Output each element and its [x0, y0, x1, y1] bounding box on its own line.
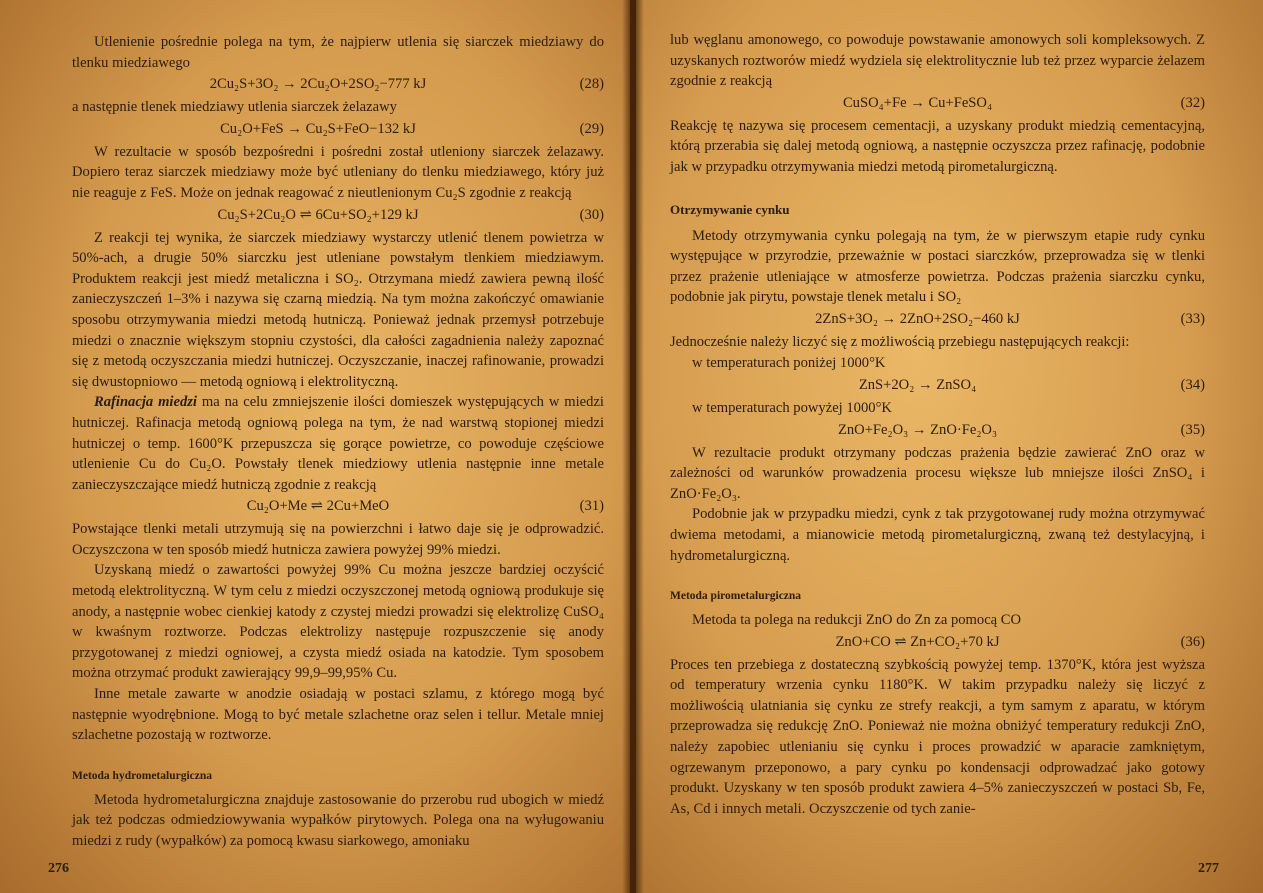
equation-number: (29) — [579, 120, 604, 137]
equation-formula: CuSO₄+Fe → Cu+FeSO₄ — [842, 94, 993, 111]
paragraph-text: ma na celu zmniejszenie ilości domieszek występujących w miedzi hutniczej. Rafinacja metodą ogniową polega na tym, że nad warstwą stopionej miedzi hutniczej o temp. 1600°K przepuszcza się gorące powietrze, co powoduje częściowe utlenienie Cu do Cu₂O. Powstały tlenek miedziowy utlenia następnie inne metale zanieczyszczające miedź hutniczą zgodnie z reakcją — [72, 394, 604, 493]
section-heading: Otrzymywanie cynku — [670, 201, 790, 217]
equation-number: (35) — [1180, 421, 1205, 438]
equation-number: (31) — [579, 498, 604, 515]
equation-36 — [670, 632, 1205, 653]
book-gutter — [622, 0, 644, 893]
paragraph: Metoda hydrometalurgiczna znajduje zastosowanie do przerobu rud ubogich w miedź jak też podczas odmiedziowywania wypałków pirytowych. Polega ona na wyługowaniu miedzi z rudy (wypałków) za pomocą kwasu siarkowego, amoniaku — [72, 791, 604, 849]
equation-33 — [670, 309, 1205, 330]
left-page — [0, 0, 630, 893]
equation-number: (36) — [1180, 633, 1205, 650]
paragraph: Jednocześnie należy liczyć się z możliwością przebiegu następujących reakcji: — [670, 333, 1130, 350]
paragraph: Utlenienie pośrednie polega na tym, że najpierw utlenia się siarczek miedziawy do tlenku miedziawego — [72, 34, 604, 71]
paragraph: Reakcję tę nazywa się procesem cementacji, a uzyskany produkt miedzią cementacyjną, którą przerabia się dalej metodą ogniową, a następnie oczyszcza przez rafinację, podobnie jak w przypadku otrzymywania miedzi metodą pirometalurgiczną. — [670, 117, 1205, 175]
paragraph: Powstające tlenki metali utrzymują się na powierzchni i łatwo daje się je odprowadzić. Oczyszczona w ten sposób miedź hutnicza zawiera powyżej 99% miedzi. — [72, 521, 604, 558]
condition-line: w temperaturach poniżej 1000°K — [692, 354, 886, 371]
equation-32 — [670, 93, 1205, 114]
paragraph: lub węglanu amonowego, co powoduje powstawanie amonowych soli kompleksowych. Z uzyskanych roztworów miedź wydziela się elektrolitycznie lub też przez wyparcie żelazem zgodnie z reakcją — [670, 32, 1205, 90]
section-heading: Metoda hydrometalurgiczna — [72, 769, 213, 782]
equation-formula: ZnO+CO ⇌ Zn+CO₂+70 kJ — [835, 633, 1000, 650]
equation-number: (30) — [579, 206, 604, 223]
equation-number: (33) — [1180, 310, 1205, 327]
paragraph: Podobnie jak w przypadku miedzi, cynk z tak przygotowanej rudy można otrzymywać dwiema metodami, a mianowicie metodą pirometalurgiczną, zwaną też destylacyjną, i hydrometalurgiczną. — [670, 506, 1205, 564]
equation-formula: Cu₂S+2Cu₂O ⇌ 6Cu+SO₂+129 kJ — [217, 206, 419, 223]
equation-35 — [670, 420, 1205, 441]
equation-number: (34) — [1180, 376, 1205, 393]
equation-formula: ZnS+2O₂ → ZnSO₄ — [858, 376, 977, 393]
paragraph — [72, 392, 604, 495]
page-number: 276 — [48, 861, 69, 876]
equation-formula: 2Cu₂S+3O₂ → 2Cu₂O+2SO₂−777 kJ — [209, 76, 427, 93]
emphasis-term: Rafinacja miedzi — [94, 394, 197, 411]
page-number: 277 — [1198, 861, 1219, 876]
paragraph: a następnie tlenek miedziawy utlenia siarczek żelazawy — [72, 99, 397, 116]
paragraph: Proces ten przebiega z dostateczną szybkością powyżej temp. 1370°K, która jest wyższa od temperatury wrzenia cynku 1180°K. W takim przypadku należy się liczyć z możliwością ulatniania się cynku ze strefy reakcji, a tym samym z aparatu, w którym przeprowadza się redukcję ZnO. Ponieważ nie można obniżyć temperatury redukcji ZnO, należy zapobiec utlenianiu się cynku i proces prowadzić w aparacie zamkniętym, ogrzewanym przeponowo, a pary cynku po kondensacji odprowadzać jako gotowy produkt. Uzyskany w ten sposób produkt zawiera 4–5% zanieczyszczeń w postaci Sb, Fe, As, Cd i innych metali. Oczyszczenie od tych zanie- — [670, 656, 1205, 817]
paragraph: Z reakcji tej wynika, że siarczek miedziawy wystarczy utlenić tlenem powietrza w 50%-ach, a drugie 50% siarczku jest utleniane powstałym tlenkiem miedziawym. Produktem reakcji jest miedź metaliczna i SO₂. Otrzymana miedź zawiera pewną ilość zanieczyszczeń 1–3% i nazywa się czarną miedzią. Na tym można zakończyć omawianie sposobu otrzymywania miedzi metodą hutniczą. Ponieważ jednak przemysł potrzebuje miedzi o znacznie większym stopniu czystości, dla całości zagadnienia należy zapoznać się z metodą oczyszczania miedzi hutniczej. Oczyszczanie, inaczej rafinowanie, prowadzi się dwustopniowo — metodą ogniową i elektrolityczną. — [72, 229, 604, 390]
equation-formula: Cu₂O+Me ⇌ 2Cu+MeO — [246, 498, 390, 515]
paragraph: Metoda ta polega na redukcji ZnO do Zn za pomocą CO — [692, 612, 1022, 629]
equation-34 — [670, 375, 1205, 396]
paragraph: Inne metale zawarte w anodzie osiadają w postaci szlamu, z którego mogą być następnie wyodrębnione. Mogą to być metale szlachetne oraz selen i tellur. Metale mniej szlachetne pozostają w roztworze. — [72, 686, 604, 744]
equation-28 — [72, 74, 604, 95]
paragraph: W rezultacie w sposób bezpośredni i pośredni został utleniony siarczek żelazawy. Dopiero teraz siarczek miedziawy może być utleniany do tlenku miedziawego, który już nie reaguje z FeS. Może on jednak reagować z nieutlenionym Cu₂S zgodnie z reakcją — [72, 143, 604, 201]
equation-formula: 2ZnS+3O₂ → 2ZnO+2SO₂−460 kJ — [815, 310, 1020, 327]
paragraph: W rezultacie produkt otrzymany podczas prażenia będzie zawierać ZnO oraz w zależności od warunków prowadzenia procesu większe lub mniejsze ilości ZnSO₄ i ZnO·Fe₂O₃. — [670, 444, 1205, 502]
paragraph: Uzyskaną miedź o zawartości powyżej 99% Cu można jeszcze bardziej oczyścić metodą elektrolityczną. W tym celu z miedzi oczyszczonej metodą ogniową produkuje się anody, a następnie wobec cienkiej katody z czystej miedzi prowadzi się elektrolizę CuSO₄ w kwaśnym roztworze. Podczas elektrolizy następuje rozpuszczenie się anody przygotowanej z miedzi ogniowej, a czysta miedź osiada na katodzie. Tym sposobem można otrzymać produkt zawierający 99,9–99,95% Cu. — [72, 562, 604, 682]
equation-formula: ZnO+Fe₂O₃ → ZnO·Fe₂O₃ — [837, 421, 998, 438]
right-page — [636, 0, 1263, 893]
paragraph: Metody otrzymywania cynku polegają na tym, że w pierwszym etapie rudy cynku występujące w przyrodzie, przeważnie w postaci siarczków, przeprowadza się w tlenki przez prażenie utleniające w atmosferze powietrza. Podczas prażenia siarczku cynku, podobnie jak pirytu, powstaje tlenek metalu i SO₂ — [670, 227, 1205, 306]
equation-30 — [72, 205, 604, 226]
equation-number: (28) — [579, 76, 604, 93]
equation-29 — [72, 119, 604, 140]
equation-formula: Cu₂O+FeS → Cu₂S+FeO−132 kJ — [220, 120, 416, 137]
condition-line: w temperaturach powyżej 1000°K — [692, 399, 892, 416]
equation-31 — [72, 496, 604, 517]
section-heading: Metoda pirometalurgiczna — [670, 590, 802, 603]
equation-number: (32) — [1180, 94, 1205, 111]
